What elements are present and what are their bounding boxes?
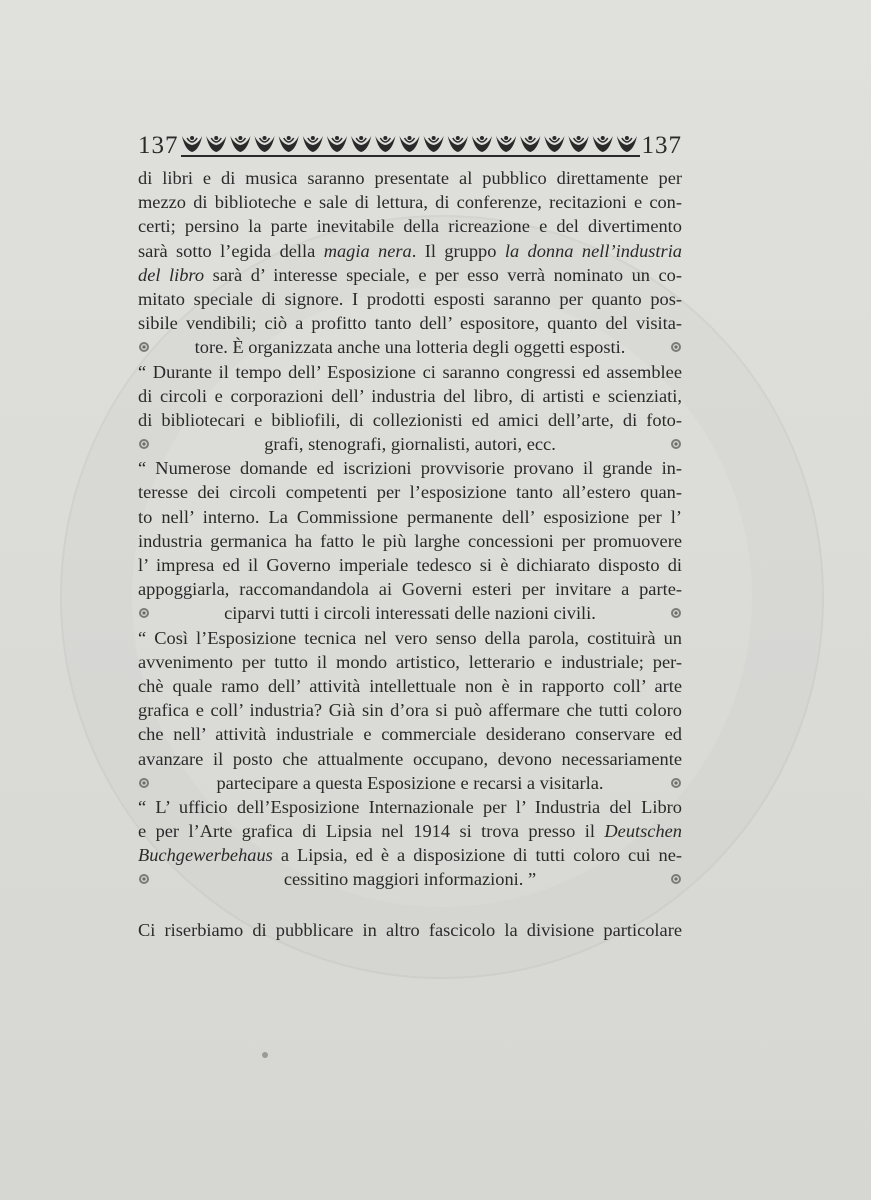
rosette-icon (138, 438, 150, 450)
text-line: certi; persino la parte inevitabile della ricreazione e del divertimento (138, 216, 682, 237)
line-text: cessitino maggiori informazioni. ” (283, 869, 537, 890)
text-line: avanzare il posto che attualmente occupano, devono necessariamente (138, 748, 682, 769)
line-text: partecipare a questa Esposizione e recarsi a visitarla. (216, 772, 604, 793)
text-line: di bibliotecari e bibliofili, di collezionisti ed amici dell’arte, di foto- (138, 409, 682, 430)
text-line: di circoli e corporazioni dell’ industria del libro, di artisti e scienziati, (138, 385, 682, 406)
ornament-band (181, 133, 640, 157)
text-line: “ Durante il tempo dell’ Esposizione ci saranno congressi ed assemblee (138, 361, 682, 382)
final-line: Ci riserbiamo di pubblicare in altro fascicolo la divisione particolare (138, 920, 682, 940)
paper-speck (262, 1052, 268, 1058)
text-line: mezzo di biblioteche e sale di lettura, di conferenze, recitazioni e con- (138, 192, 682, 213)
text-line (138, 601, 682, 625)
text-line: teresse dei circoli competenti per l’esposizione tanto all’estero quan- (138, 482, 682, 503)
rosette-icon (138, 607, 150, 619)
rosette-icon (670, 438, 682, 450)
text-line (138, 335, 682, 359)
text-line: l’ impresa ed il Governo imperiale tedesco si è dichiarato disposto di (138, 555, 682, 575)
rosette-icon (670, 777, 682, 789)
rosette-icon (670, 341, 682, 353)
italic-text: del libro (138, 264, 205, 285)
italic-text: Buchgewerbehaus (138, 845, 273, 866)
line-text: a Lipsia, ed è a disposizione di tutti coloro cui ne- (272, 845, 682, 866)
line-text: sarà sotto l’egida della (138, 240, 324, 261)
text-line (138, 867, 682, 891)
text-line: sibile vendibili; ciò a profitto tanto dell’ espositore, quanto del visita- (138, 313, 682, 334)
text-line: to nell’ interno. La Commissione permanente dell’ esposizione per l’ (138, 506, 682, 527)
text-line (138, 239, 682, 263)
rosette-icon (670, 607, 682, 619)
text-line (138, 843, 682, 867)
line-text: . Il gruppo (411, 240, 505, 261)
text-line: “ L’ ufficio dell’Esposizione Internazionale per l’ Industria del Libro (138, 796, 682, 817)
line-text: sarà d’ interesse speciale, e per esso verrà nominato un co- (204, 264, 682, 285)
text-line: di libri e di musica saranno presentate al pubblico direttamente per (138, 168, 682, 188)
line-text: e per l’Arte grafica di Lipsia nel 1914 si trova presso il (138, 821, 605, 842)
rosette-icon (138, 873, 150, 885)
rosette-icon (138, 777, 150, 789)
text-line: “ Numerose domande ed iscrizioni provvisorie provano il grande in- (138, 458, 682, 479)
text-line: mitato speciale di signore. I prodotti esposti saranno per quanto pos- (138, 288, 682, 309)
line-text: tore. È organizzata anche una lotteria degli oggetti esposti. (194, 337, 626, 358)
text-line: appoggiarla, raccomandandola ai Governi esteri per invitare a parte- (138, 579, 682, 600)
text-line: grafica e coll’ industria? Già sin d’ora si può affermare che tutti coloro (138, 700, 682, 721)
text-line: che nell’ attività industriale e commerciale desiderano conservare ed (138, 724, 682, 745)
page-header (138, 128, 682, 160)
text-line: “ Così l’Esposizione tecnica nel vero senso della parola, costituirà un (138, 627, 682, 648)
italic-text: la donna nell’industria (504, 240, 683, 261)
text-line: avvenimento per tutto il mondo artistico, letterario e industriale; per- (138, 651, 682, 672)
line-text: ciparvi tutti i circoli interessati delle nazioni civili. (224, 603, 596, 624)
text-line (138, 432, 682, 456)
text-line (138, 819, 682, 843)
text-line (138, 263, 682, 287)
ornament-icon (181, 134, 640, 154)
text-line: chè quale ramo dell’ attività intellettuale non è in rapporto coll’ arte (138, 675, 682, 696)
rosette-icon (138, 341, 150, 353)
rosette-icon (670, 873, 682, 885)
line-text: grafi, stenografi, giornalisti, autori, ecc. (264, 434, 556, 455)
page-number-right: 137 (641, 132, 682, 159)
text-line: industria germanica ha fatto le più larghe concessioni per promuovere (138, 530, 682, 551)
page-number-left: 137 (138, 132, 179, 159)
italic-text: Deutschen (604, 821, 682, 842)
text-line (138, 771, 682, 795)
body-text (138, 166, 682, 892)
italic-text: magia nera (323, 240, 412, 261)
